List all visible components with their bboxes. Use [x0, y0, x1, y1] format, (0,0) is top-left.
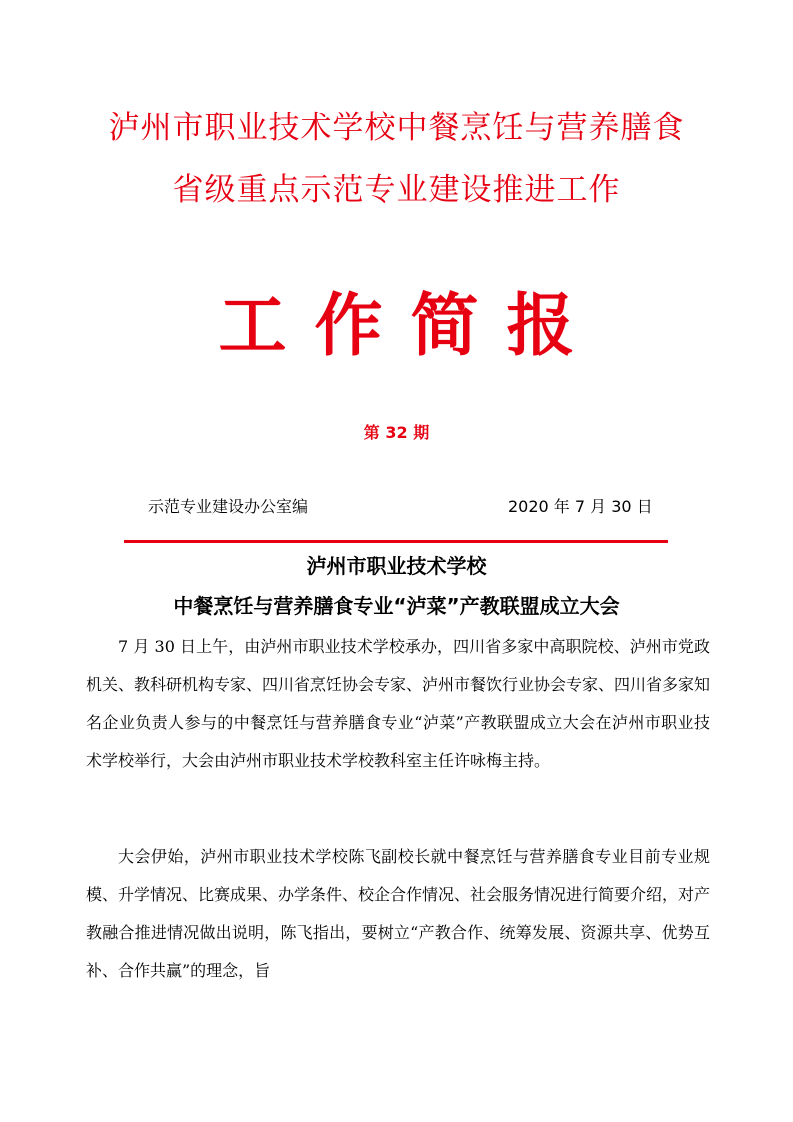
red-divider	[124, 540, 668, 543]
article-paragraph: 大会伊始，泸州市职业技术学校陈飞副校长就中餐烹饪与营养膳食专业目前专业规模、升学情况、比赛成果、办学条件、校企合作情况、社会服务情况进行简要介绍，对产教融合推进情况做出说明，陈飞指出，要树立“产教合作、统筹发展、资源共享、优势互补、合作共赢”的理念，旨	[86, 847, 711, 980]
report-title-line-1: 泸州市职业技术学校中餐烹饪与营养膳食	[108, 110, 685, 146]
article-title-line-2: 中餐烹饪与营养膳食专业“泸菜”产教联盟成立大会	[173, 594, 620, 618]
editor-office: 示范专业建设办公室编	[148, 497, 309, 516]
issue-number: 第 32 期	[363, 423, 430, 442]
publish-date: 2020 年 7 月 30 日	[508, 497, 653, 516]
article-paragraph: 7 月 30 日上午，由泸州市职业技术学校承办，四川省多家中高职院校、泸州市党政机关、教科研机构专家、四川省烹饪协会专家、泸州市餐饮行业协会专家、四川省多家知名企业负责人参与的中餐烹饪与营养膳食专业“泸菜”产教联盟成立大会在泸州市职业技术学校举行，大会由泸州市职业技术学校教科室主任许咏梅主持。	[86, 637, 711, 770]
report-title-line-2: 省级重点示范专业建设推进工作	[172, 172, 621, 208]
article-title-line-1: 泸州市职业技术学校	[306, 554, 487, 578]
bulletin-banner: 工作简报	[218, 287, 603, 366]
